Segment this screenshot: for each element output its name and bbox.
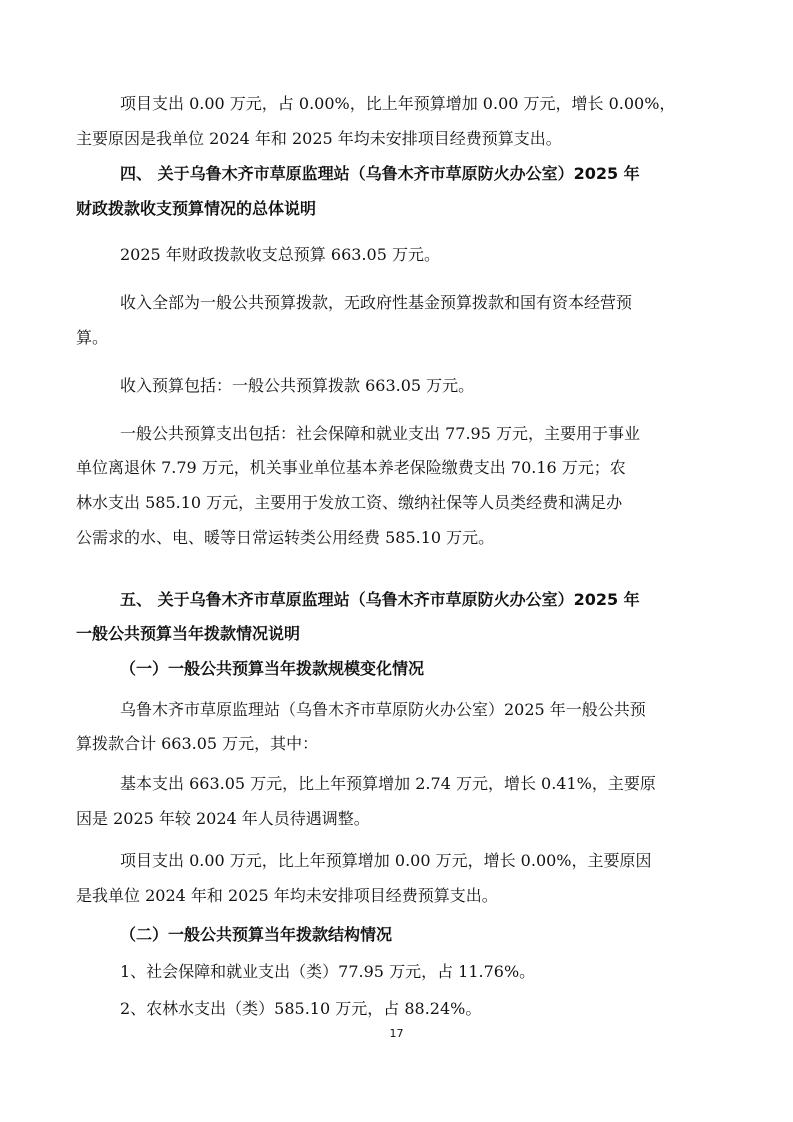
list-item: 2、农林水支出（类）585.10 万元，占 88.24%。 — [120, 999, 482, 1018]
paragraph-line: 2025 年财政拨款收支总预算 663.05 万元。 — [120, 245, 440, 264]
paragraph-line: 一般公共预算支出包括：社会保障和就业支出 77.95 万元，主要用于事业 — [120, 424, 640, 443]
section-heading: 五、 关于乌鲁木齐市草原监理站（乌鲁木齐市草原防火办公室）2025 年 — [120, 590, 640, 609]
paragraph-line: 公需求的水、电、暖等日常运转类公用经费 585.10 万元。 — [76, 528, 495, 547]
paragraph-line: 算拨款合计 663.05 万元，其中： — [76, 734, 319, 753]
paragraph-line: 项目支出 0.00 万元，占 0.00%，比上年预算增加 0.00 万元，增长 0.00%， — [120, 94, 676, 113]
list-item: 1、社会保障和就业支出（类）77.95 万元，占 11.76%。 — [120, 962, 536, 981]
section-heading: 财政拨款收支预算情况的总体说明 — [76, 199, 317, 218]
paragraph-line: 收入全部为一般公共预算拨款，无政府性基金预算拨款和国有资本经营预 — [120, 293, 633, 312]
paragraph-line: 项目支出 0.00 万元，比上年预算增加 0.00 万元，增长 0.00%，主要原因 — [120, 851, 652, 870]
section-heading: 一般公共预算当年拨款情况说明 — [76, 624, 301, 643]
paragraph-line: 单位离退休 7.79 万元，机关事业单位基本养老保险缴费支出 70.16 万元；农 — [76, 458, 626, 477]
paragraph-line: 主要原因是我单位 2024 年和 2025 年均未安排项目经费预算支出。 — [76, 129, 562, 148]
paragraph-line: 基本支出 663.05 万元，比上年预算增加 2.74 万元，增长 0.41%，主要原 — [120, 774, 656, 793]
paragraph-line: 乌鲁木齐市草原监理站（乌鲁木齐市草原防火办公室）2025 年一般公共预 — [120, 700, 646, 719]
subsection-heading: （一）一般公共预算当年拨款规模变化情况 — [120, 659, 425, 678]
paragraph-line: 是我单位 2024 年和 2025 年均未安排项目经费预算支出。 — [76, 886, 498, 905]
page-number: 17 — [389, 1027, 404, 1040]
section-heading: 四、 关于乌鲁木齐市草原监理站（乌鲁木齐市草原防火办公室）2025 年 — [120, 164, 640, 183]
paragraph-line: 因是 2025 年较 2024 年人员待遇调整。 — [76, 809, 370, 828]
paragraph-line: 算。 — [76, 328, 109, 347]
paragraph-line: 林水支出 585.10 万元，主要用于发放工资、缴纳社保等人员类经费和满足办 — [76, 493, 623, 512]
paragraph-line: 收入预算包括：一般公共预算拨款 663.05 万元。 — [120, 376, 475, 395]
subsection-heading: （二）一般公共预算当年拨款结构情况 — [120, 925, 393, 944]
